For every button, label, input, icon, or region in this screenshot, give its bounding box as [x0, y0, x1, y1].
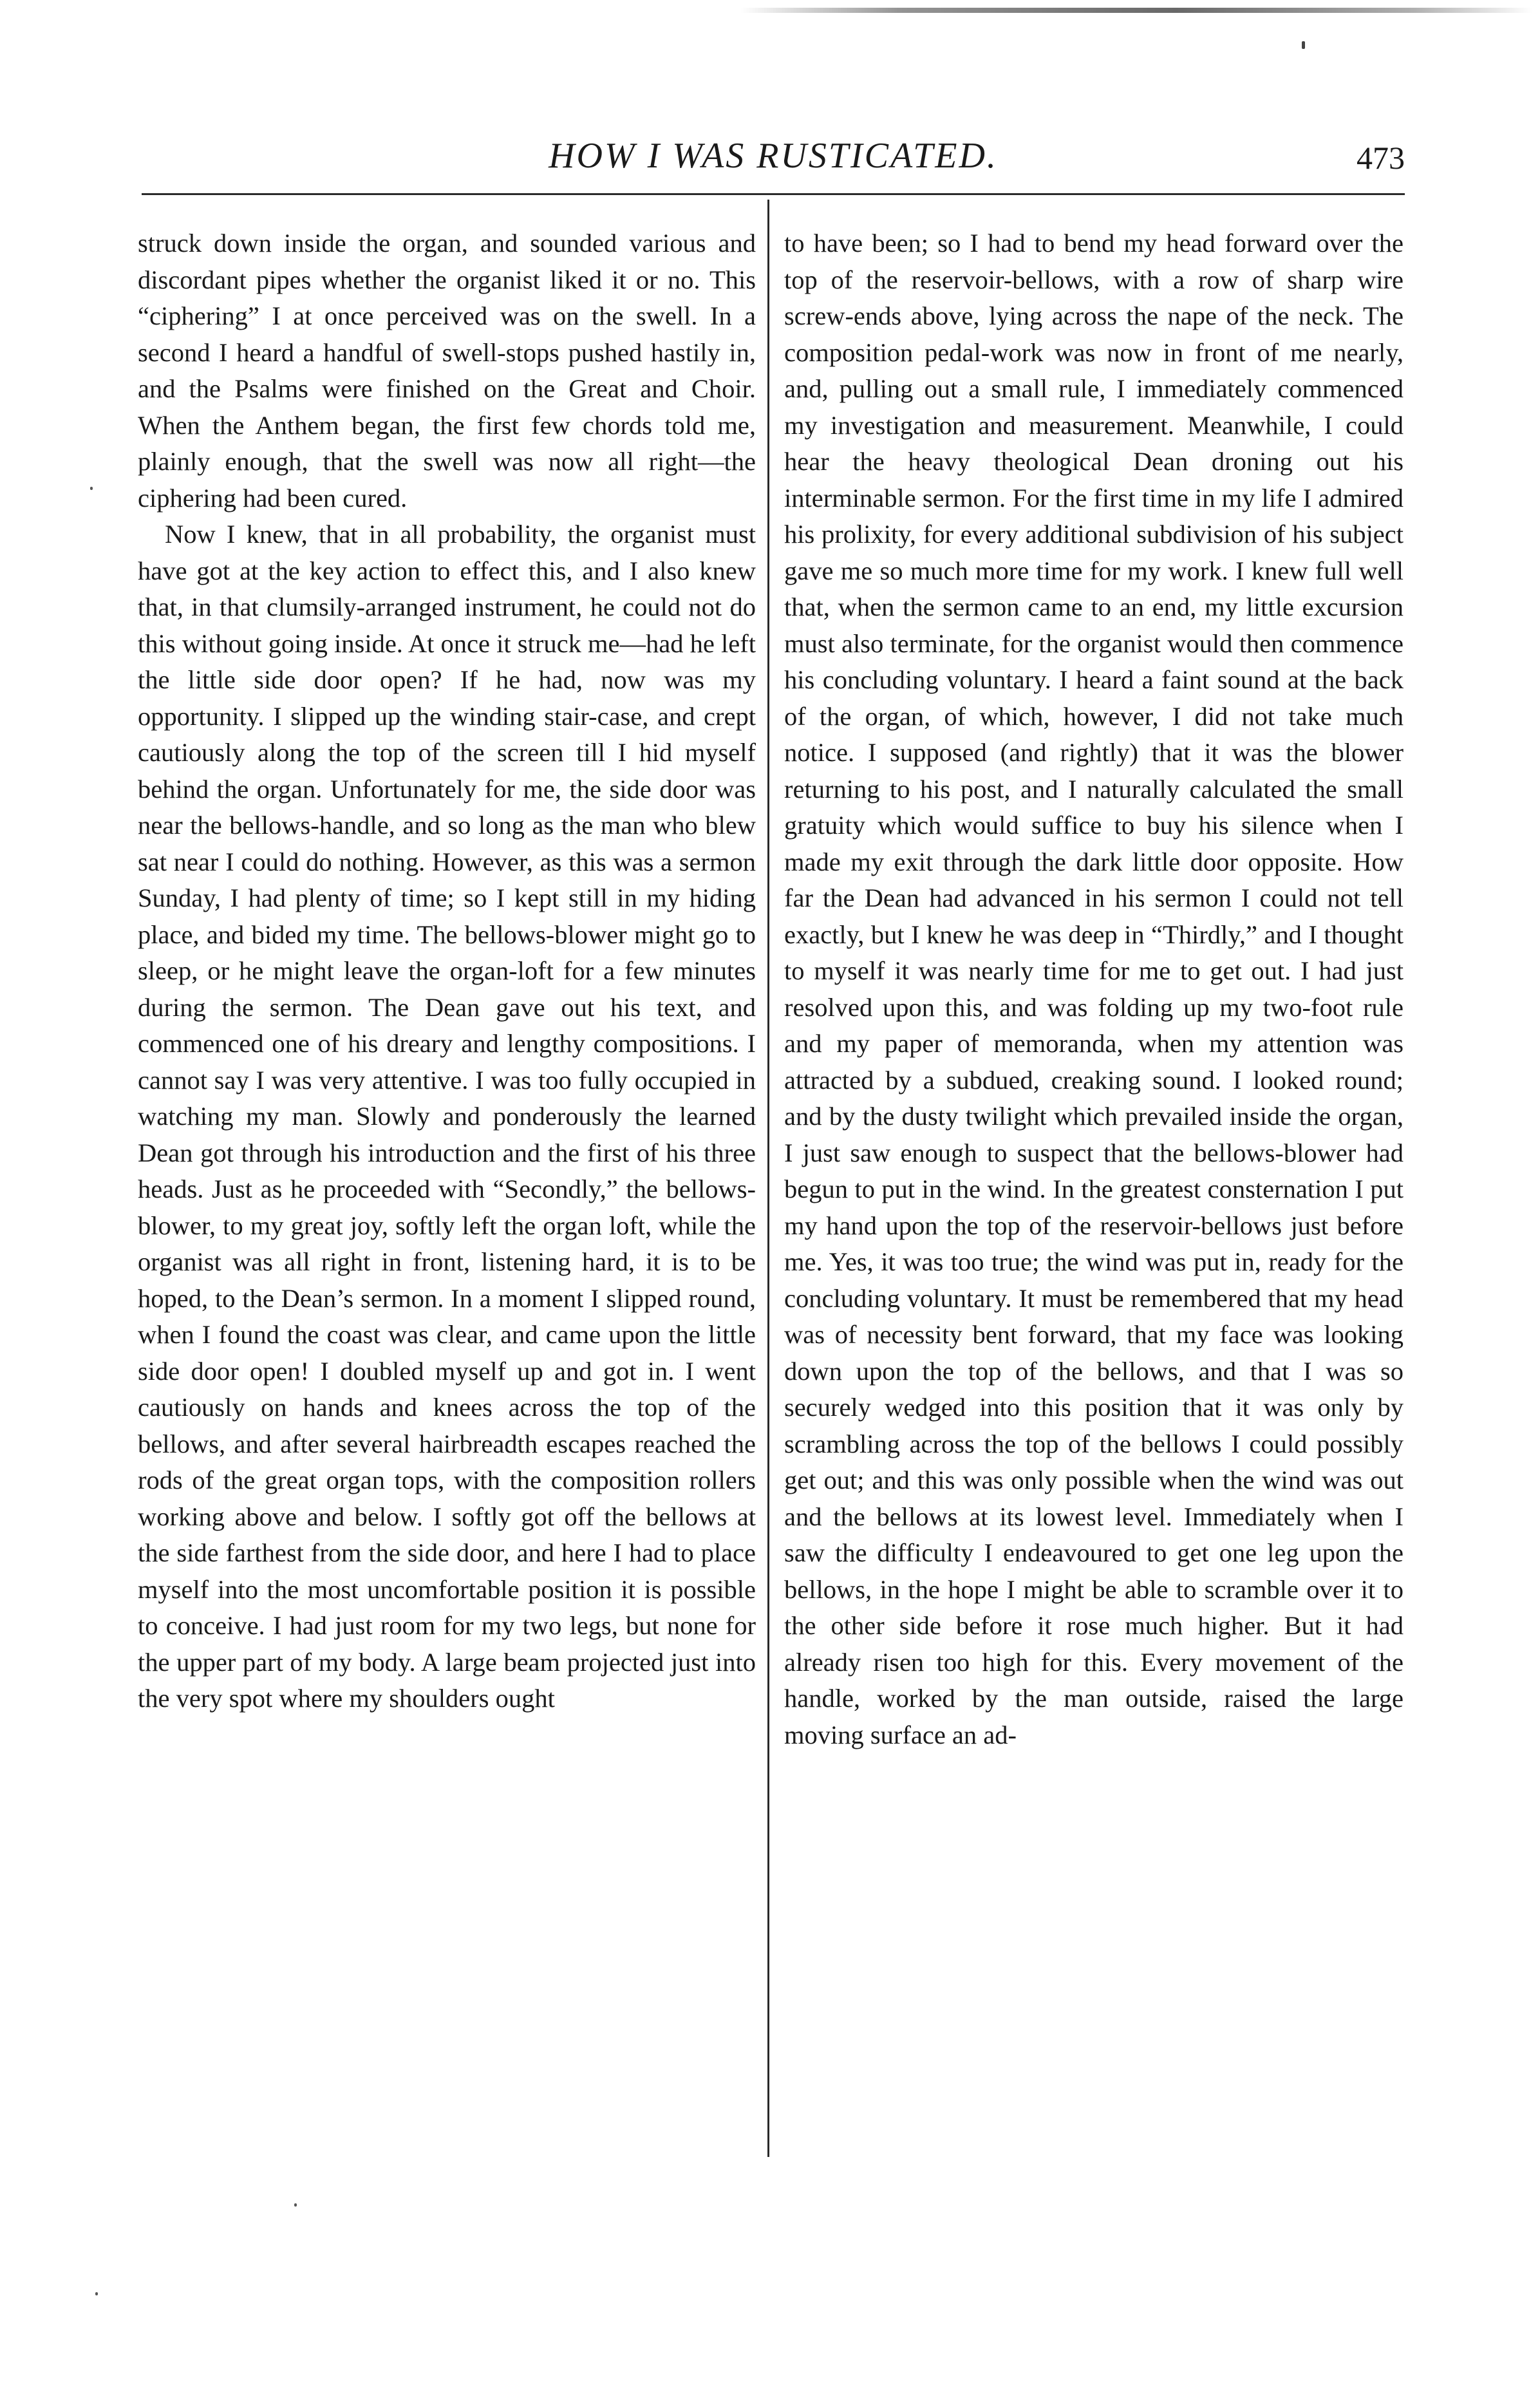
- paragraph: to have been; so I had to bend my head forward over the top of the reservoir-bellows, with a row of sharp wire screw-ends above, lying across the nape of the neck. The composition pedal-work was now in front of me nearly, and, pulling out a small rule, I immediately commenced my investigation and measurement. Meanwhile, I could hear the heavy theological Dean droning out his interminable sermon. For the first time in my life I admired his prolixity, for every additional subdivision of his subject gave me so much more time for my work. I knew full well that, when the sermon came to an end, my little excursion must also terminate, for the organist would then commence his concluding voluntary. I heard a faint sound at the back of the organ, of which, however, I did not take much notice. I supposed (and rightly) that it was the blower returning to his post, and I naturally calculated the small gratuity which would suffice to buy his silence when I made my exit through the dark little door opposite. How far the Dean had advanced in his sermon I could not tell exactly, but I knew he was deep in “Thirdly,” and I thought to myself it was nearly time for me to get out. I had just resolved upon this, and was folding up my two-foot rule and my paper of memoranda, when my attention was attracted by a subdued, creaking sound. I looked round; and by the dusty twilight which prevailed inside the organ, I just saw enough to suspect that the bellows-blower had begun to put in the wind. In the greatest consternation I put my hand upon the top of the reservoir-bellows just before me. Yes, it was too true; the wind was put in, ready for the concluding voluntary. It must be remembered that my head was of necessity bent forward, that my face was looking down upon the top of the bellows, and that I was so securely wedged into this position that it was only by scrambling across the top of the bellows I could possibly get out; and this was only possible when the wind was out and the bellows at its lowest level. Immediately when I saw the difficulty I endeavoured to get one leg upon the bellows, in the hope I might be able to scramble over it to the other side before it rose much higher. But it had already risen too high for this. Every movement of the handle, worked by the man outside, raised the large moving surface an ad-: [784, 229, 1404, 1749]
- margin-speck: [95, 2292, 98, 2295]
- page-title: HOW I WAS RUSTICATED.: [549, 136, 998, 176]
- right-column: [784, 225, 1404, 1753]
- paragraph: struck down inside the organ, and sounded various and discordant pipes whether the organist liked it or no. This “ciphering” I at once perceived was on the swell. In a second I heard a handful of swell-stops pushed hastily in, and the Psalms were finished on the Great and Choir. When the Anthem began, the first few chords told me, plainly enough, that the swell was now all right—the ciphering had been cured.: [138, 229, 756, 513]
- page-number: 473: [1357, 140, 1405, 176]
- header-rule: [142, 193, 1405, 195]
- scan-artifact-streak: [740, 8, 1532, 13]
- paragraph: Now I knew, that in all probability, the organist must have got at the key action to effect this, and I also knew that, in that clumsily-arranged instrument, he could not do this without going inside. At once it struck me—had he left the little side door open? If he had, now was my opportunity. I slipped up the winding stair-case, and crept cautiously along the top of the screen till I hid myself behind the organ. Unfortunately for me, the side door was near the bellows-handle, and so long as the man who blew sat near I could do nothing. However, as this was a sermon Sunday, I had plenty of time; so I kept still in my hiding place, and bided my time. The bellows-blower might go to sleep, or he might leave the organ-loft for a few minutes during the sermon. The Dean gave out his text, and commenced one of his dreary and lengthy compositions. I cannot say I was very attentive. I was too fully occupied in watching my man. Slowly and ponderously the learned Dean got through his introduction and the first of his three heads. Just as he proceeded with “Secondly,” the bellows-blower, to my great joy, softly left the organ loft, while the organist was all right in front, listening hard, it is to be hoped, to the Dean’s sermon. In a moment I slipped round, when I found the coast was clear, and came upon the little side door open! I doubled myself up and got in. I went cautiously on hands and knees across the top of the bellows, and after several hairbreadth escapes reached the rods of the great organ tops, with the composition rollers working above and below. I softly got off the bellows at the side farthest from the side door, and here I had to place myself into the most uncomfortable position it is possible to conceive. I had just room for my two legs, but none for the upper part of my body. A large beam projected just into the very spot where my shoulders ought: [138, 520, 756, 1713]
- left-column: [138, 225, 756, 1717]
- scan-artifact-mark: [1302, 41, 1305, 49]
- running-header: [142, 129, 1405, 180]
- column-divider: [767, 200, 769, 2157]
- margin-speck: [90, 487, 93, 490]
- margin-speck: [294, 2203, 297, 2207]
